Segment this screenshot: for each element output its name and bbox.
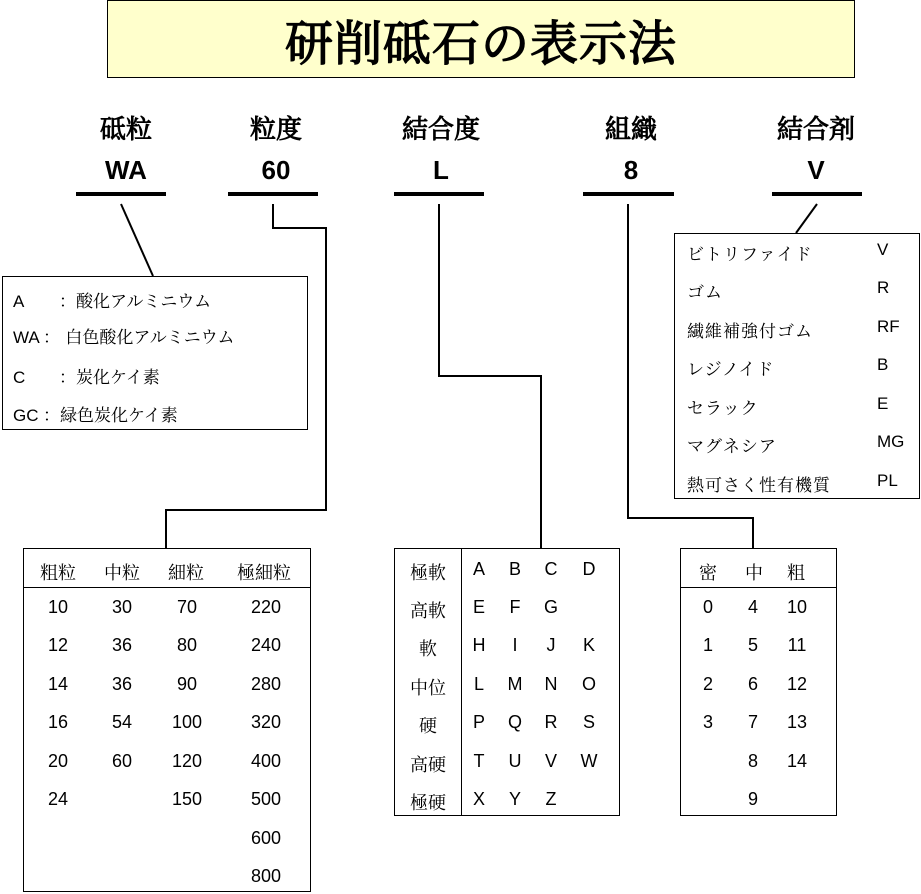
grade-letter: U	[508, 751, 522, 771]
grain-cell: 12	[47, 635, 69, 655]
structure-cell: 5	[747, 635, 758, 655]
structure-header: 中	[745, 563, 763, 584]
grade-letter: T	[473, 751, 485, 771]
structure-header: 密	[699, 563, 717, 584]
heading-grain-size-code: 60	[261, 155, 291, 185]
grain-cell: 54	[111, 712, 133, 732]
binder-name: 繊維補強付ゴム	[687, 322, 813, 342]
grain-cell: 36	[111, 674, 133, 694]
structure-table	[680, 548, 837, 816]
abrasive-list	[2, 276, 308, 430]
connector-abrasive	[121, 204, 153, 276]
binder-name: 熱可さく性有機質	[687, 476, 831, 496]
grain-cell: 60	[111, 751, 133, 771]
grade-letter: B	[508, 559, 521, 579]
heading-structure-code: 8	[623, 155, 639, 185]
structure-cell: 6	[747, 674, 758, 694]
grain-cell: 30	[111, 597, 133, 617]
binder-name: レジノイド	[687, 360, 775, 380]
grain-cell: 24	[47, 789, 69, 809]
grain-cell: 600	[250, 828, 282, 848]
grade-letter: V	[544, 751, 557, 771]
binder-list	[674, 233, 920, 499]
grain-cell: 500	[250, 789, 282, 809]
grain-cell: 280	[250, 674, 282, 694]
structure-cell: 3	[702, 712, 713, 732]
structure-cell: 14	[786, 751, 808, 771]
grade-label: 軟	[419, 639, 437, 660]
grain-header: 粗粒	[40, 563, 76, 584]
abrasive-row	[13, 287, 211, 312]
abrasive-code: A	[13, 292, 25, 311]
structure-cell: 11	[787, 635, 807, 655]
grade-letter: M	[507, 674, 523, 694]
grain-cell: 240	[250, 635, 282, 655]
abrasive-desc: ：酸化アルミニウム	[59, 292, 212, 312]
abrasive-desc: ：炭化ケイ素	[59, 368, 160, 388]
grade-letter: A	[472, 559, 485, 579]
binder-name: セラック	[687, 399, 759, 419]
heading-binder-name: 結合剤	[776, 115, 855, 145]
grade-letter: G	[543, 597, 558, 617]
grade-letter: O	[581, 674, 596, 694]
binder-name: ビトリファイド	[687, 245, 813, 265]
structure-cell: 13	[786, 712, 808, 732]
grade-label: 硬	[419, 716, 437, 737]
grade-letter: S	[582, 712, 595, 732]
grain-cell: 800	[250, 866, 282, 886]
abrasive-desc: ：緑色炭化ケイ素	[43, 406, 178, 426]
heading-grade-code: L	[433, 155, 449, 185]
structure-cell: 4	[747, 597, 758, 617]
structure-cell: 10	[786, 597, 808, 617]
grade-label: 高硬	[410, 755, 446, 776]
structure-header-divider	[681, 587, 836, 588]
grain-size-table	[23, 548, 311, 892]
heading-grain-size-name: 粒度	[249, 115, 302, 145]
abrasive-desc: ： 白色酸化アルミニウム	[43, 328, 235, 348]
grade-letter: X	[472, 789, 485, 809]
heading-binder-code: V	[807, 155, 825, 185]
page-title: 研削砥石の表示法	[284, 15, 677, 72]
grain-cell: 320	[250, 712, 282, 732]
grade-letter: J	[546, 635, 556, 655]
grain-cell: 16	[47, 712, 69, 732]
structure-cell: 2	[702, 674, 713, 694]
grain-header: 細粒	[168, 563, 204, 584]
grade-letter: E	[472, 597, 485, 617]
heading-abrasive-name: 砥粒	[99, 115, 152, 145]
grain-cell: 70	[176, 597, 198, 617]
structure-cell: 8	[747, 751, 758, 771]
connector-binder	[796, 204, 817, 233]
structure-header: 粗	[787, 563, 805, 584]
grain-header-divider	[24, 587, 310, 588]
grain-cell: 220	[250, 597, 282, 617]
abrasive-code: C	[13, 368, 26, 387]
grade-label: 中位	[410, 678, 446, 699]
binder-code: B	[877, 355, 889, 374]
grain-cell: 10	[47, 597, 69, 617]
binder-name: マグネシア	[687, 437, 777, 457]
structure-cell: 1	[702, 635, 713, 655]
grade-letter: F	[509, 597, 521, 617]
grain-cell: 90	[176, 674, 198, 694]
grade-letter: L	[473, 674, 484, 694]
grade-label: 極軟	[410, 563, 446, 584]
binder-code: PL	[877, 471, 898, 490]
abrasive-row	[13, 323, 235, 348]
abrasive-code: WA	[13, 328, 40, 347]
grain-cell: 100	[171, 712, 203, 732]
binder-code: E	[877, 394, 889, 413]
grade-label: 高軟	[410, 601, 446, 622]
binder-code: RF	[877, 317, 900, 336]
grain-cell: 14	[47, 674, 69, 694]
binder-code: V	[877, 240, 889, 259]
grade-letter: C	[544, 559, 558, 579]
structure-cell: 9	[747, 789, 758, 809]
grade-label-divider	[461, 549, 462, 815]
binder-name: ゴム	[687, 283, 723, 303]
grade-letter: I	[512, 635, 518, 655]
grade-letter: Y	[508, 789, 521, 809]
structure-cell: 12	[786, 674, 808, 694]
grade-letter: P	[472, 712, 485, 732]
grade-letter: Z	[545, 789, 557, 809]
grade-letter: Q	[507, 712, 522, 732]
grain-cell: 80	[176, 635, 198, 655]
binder-code: R	[877, 278, 890, 297]
binder-code: MG	[877, 432, 905, 451]
heading-structure-name: 組織	[604, 115, 657, 145]
structure-cell: 7	[747, 712, 758, 732]
grain-cell: 150	[171, 789, 203, 809]
connector-grade	[439, 204, 541, 548]
grain-cell: 20	[47, 751, 69, 771]
grade-letter: W	[580, 751, 598, 771]
abrasive-row	[13, 363, 160, 388]
grade-letter: N	[544, 674, 558, 694]
grade-label: 極硬	[410, 793, 446, 814]
grain-cell: 36	[111, 635, 133, 655]
grade-table	[394, 548, 620, 816]
abrasive-row	[13, 401, 178, 426]
structure-cell: 0	[702, 597, 713, 617]
grain-header: 極細粒	[237, 563, 291, 584]
grade-letter: H	[472, 635, 486, 655]
abrasive-code: GC	[13, 406, 39, 425]
grade-letter: D	[582, 559, 596, 579]
grain-header: 中粒	[104, 563, 140, 584]
grain-cell: 120	[171, 751, 203, 771]
heading-abrasive-code: WA	[105, 155, 147, 185]
grade-letter: K	[582, 635, 595, 655]
grain-cell: 400	[250, 751, 282, 771]
grade-letter: R	[544, 712, 558, 732]
heading-grade-name: 結合度	[401, 115, 480, 145]
